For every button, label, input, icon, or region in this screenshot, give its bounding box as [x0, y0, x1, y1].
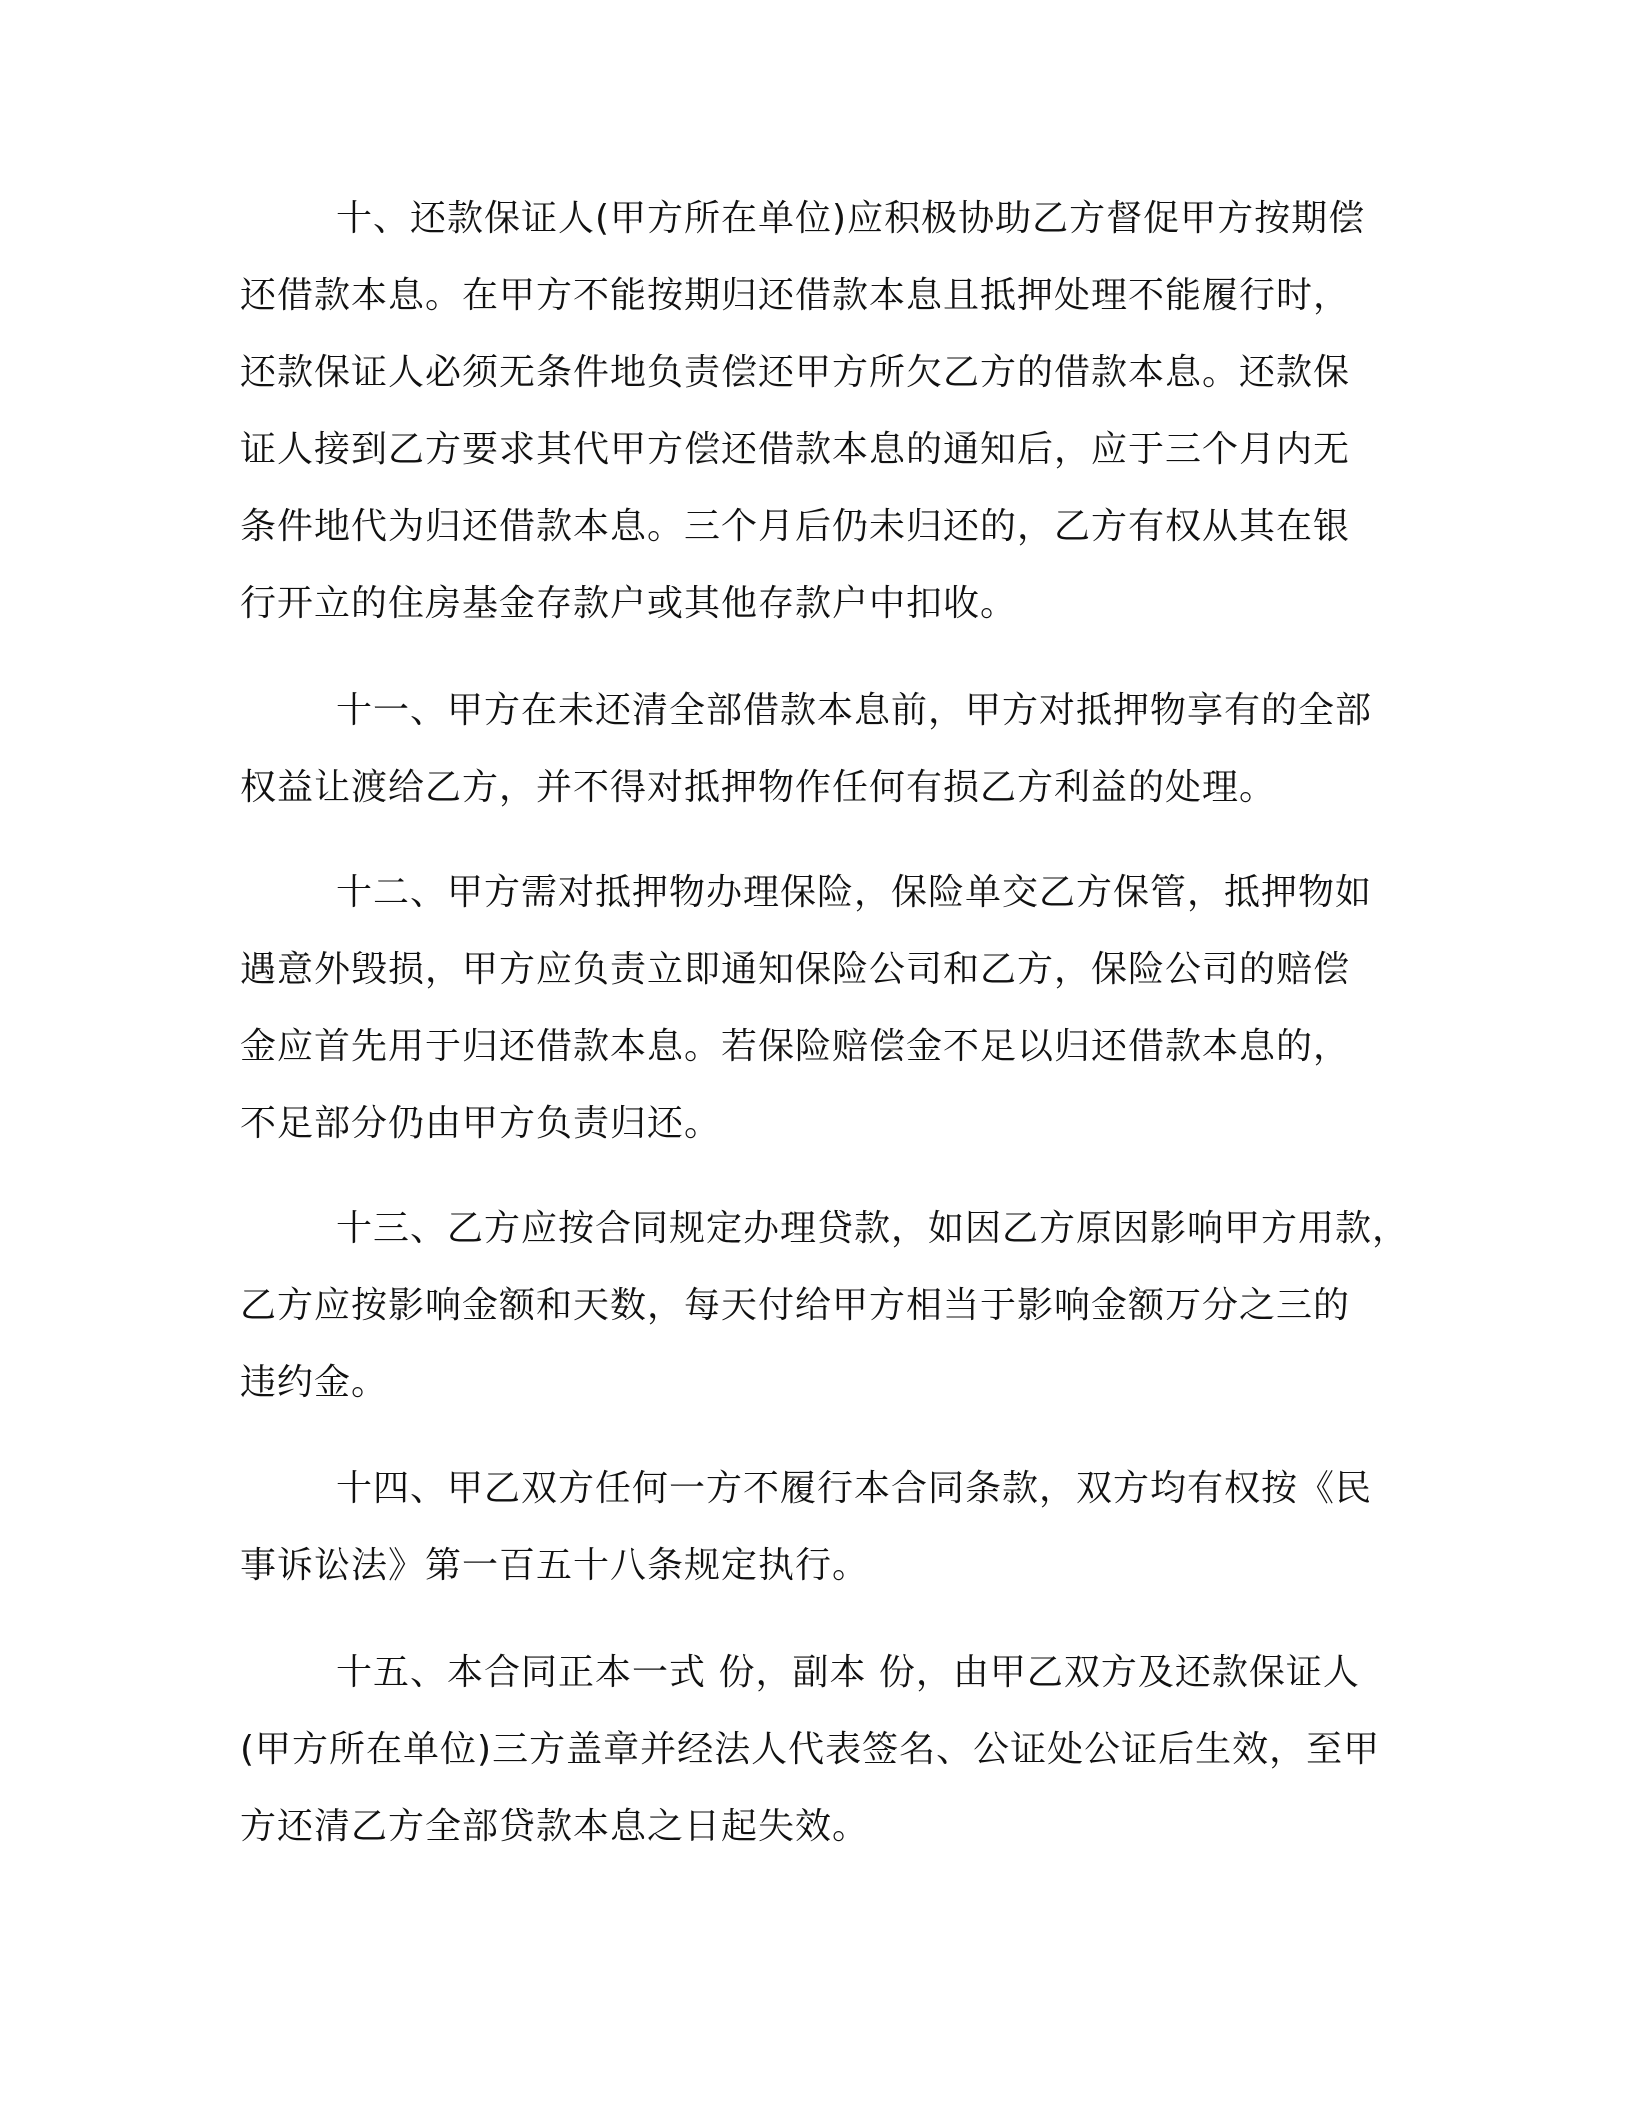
- clause-15-paragraph: [240, 1634, 1400, 1865]
- paragraph-line: 还借款本息。在甲方不能按期归还借款本息且抵押处理不能履行时，: [240, 275, 1351, 316]
- paragraph-line: 十、还款保证人(甲方所在单位)应积极协助乙方督促甲方按期偿: [336, 198, 1366, 239]
- paragraph-line: 遇意外毁损，甲方应负责立即通知保险公司和乙方，保险公司的赔偿: [240, 949, 1351, 990]
- paragraph-line: 权益让渡给乙方，并不得对抵押物作任何有损乙方利益的处理。: [240, 767, 1277, 808]
- paragraph-line: 证人接到乙方要求其代甲方偿还借款本息的通知后，应于三个月内无: [240, 429, 1351, 470]
- paragraph-line: 十五、本合同正本一式 份，副本 份，由甲乙双方及还款保证人: [336, 1652, 1360, 1693]
- clause-12-paragraph: [240, 854, 1400, 1162]
- paragraph-line: 条件地代为归还借款本息。三个月后仍未归还的，乙方有权从其在银: [240, 506, 1351, 547]
- paragraph-line: 十三、乙方应按合同规定办理贷款，如因乙方原因影响甲方用款，: [336, 1208, 1410, 1249]
- paragraph-line: 不足部分仍由甲方负责归还。: [240, 1103, 722, 1144]
- clause-11-paragraph: [240, 672, 1400, 826]
- paragraph-line: 乙方应按影响金额和天数，每天付给甲方相当于影响金额万分之三的: [240, 1285, 1351, 1326]
- paragraph-line: 十四、甲乙双方任何一方不履行本合同条款，双方均有权按《民: [336, 1468, 1373, 1509]
- paragraph-line: 十二、甲方需对抵押物办理保险，保险单交乙方保管，抵押物如: [336, 872, 1373, 913]
- paragraph-line: 方还清乙方全部贷款本息之日起失效。: [240, 1806, 870, 1847]
- paragraph-line: 十一、甲方在未还清全部借款本息前，甲方对抵押物享有的全部: [336, 690, 1373, 731]
- paragraph-line: 还款保证人必须无条件地负责偿还甲方所欠乙方的借款本息。还款保: [240, 352, 1351, 393]
- clause-14-paragraph: [240, 1450, 1400, 1604]
- paragraph-line: 行开立的住房基金存款户或其他存款户中扣收。: [240, 583, 1018, 624]
- clause-10-paragraph: [240, 180, 1400, 642]
- clause-13-paragraph: [240, 1190, 1410, 1421]
- paragraph-line: (甲方所在单位)三方盖章并经法人代表签名、公证处公证后生效，至甲: [240, 1729, 1381, 1770]
- paragraph-line: 金应首先用于归还借款本息。若保险赔偿金不足以归还借款本息的，: [240, 1026, 1351, 1067]
- paragraph-line: 事诉讼法》第一百五十八条规定执行。: [240, 1545, 870, 1586]
- paragraph-line: 违约金。: [240, 1362, 389, 1403]
